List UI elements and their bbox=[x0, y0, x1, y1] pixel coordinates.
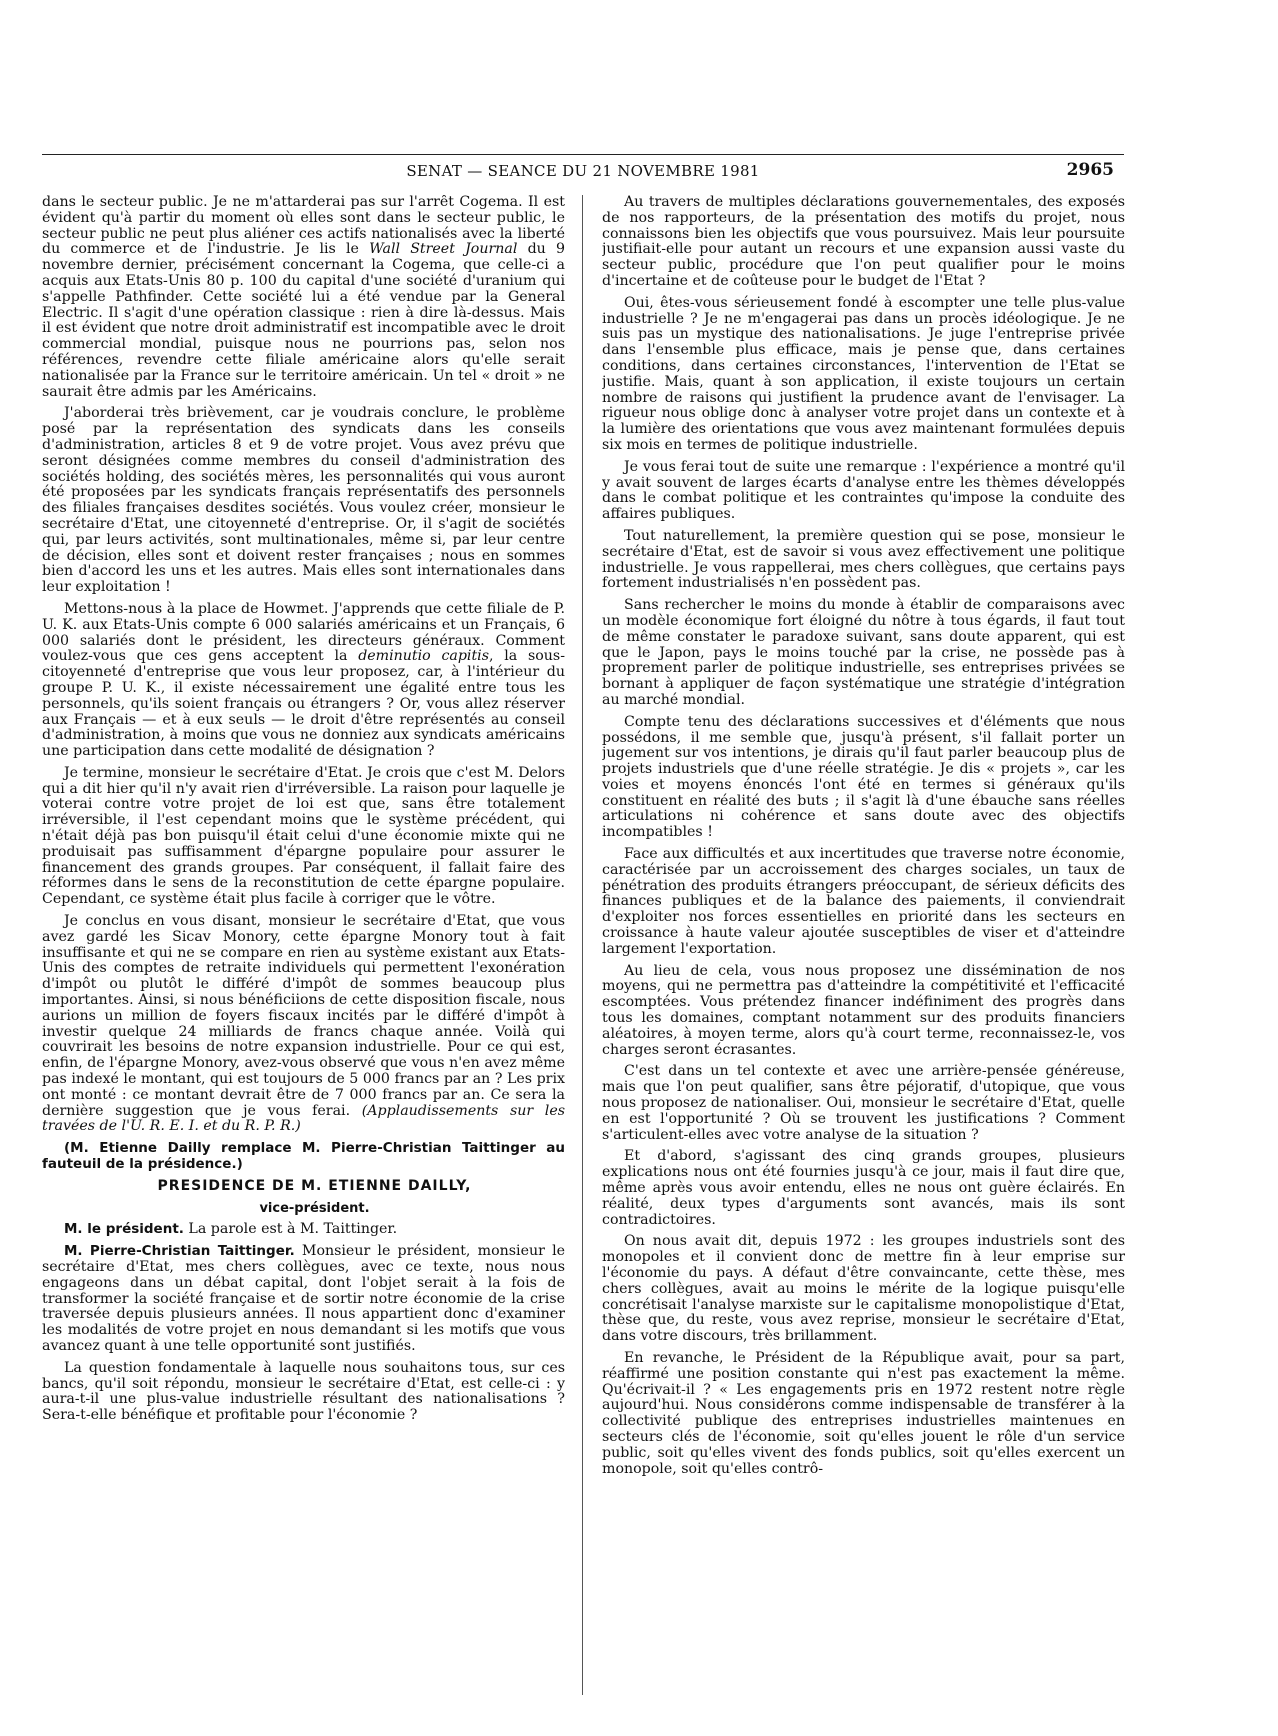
speaker-name: M. Pierre-Christian Taittinger. bbox=[64, 1243, 295, 1260]
paragraph: Au lieu de cela, vous nous proposez une dissémination de nos moyens, qui ne permettra pas d'atteindre la compétitivité et l'efficacité escomptées. Vous prétendez financer indéfiniment des progrès dans tous les domaines, comptant notamment sur des produits financiers aléatoires, à moyen terme, alors qu'à court terme, reconnaissez-le, vos charges seront écrasantes. bbox=[602, 962, 1125, 1058]
text-run: du 9 novembre dernier, précisément concernant la Cogema, que celle-ci a acquis aux Etats-Unis 80 p. 100 du capital d'une société d'uranium qui s'appelle Pathfinder. Cette société lui a été vendue par la General Electric. Il s'agit d'une opération classique : rien à dire là-dessus. Mais il est évident que notre droit administratif est incompatible avec le droit commercial mondial, puisque nous ne pourrions pas, selon nos références, revendre cette filiale américaine alors qu'elle serait nationalisée par la France sur le territoire américain. Un tel « droit » ne saurait être admis par les Américains. bbox=[42, 241, 565, 400]
left-column bbox=[42, 195, 565, 1715]
paragraph: La question fondamentale à laquelle nous souhaitons tous, sur ces bancs, qu'il soit répondu, monsieur le secrétaire d'Etat, est celle-ci : y aura-t-il une plus-value industrielle résultant des nationalisations ? Sera-t-elle bénéfique et profitable pour l'économie ? bbox=[42, 1359, 565, 1424]
paragraph: Sans rechercher le moins du monde à établir de comparaisons avec un modèle économique fort éloigné du nôtre à tous égards, il faut tout de même constater le paradoxe suivant, sans doute apparent, qui est que le Japon, pays le moins touché par la crise, ne possède pas à proprement parler de politique industrielle, ses entreprises privées se bornant à appliquer de façon systématique une stratégie d'intégration au marché mondial. bbox=[602, 597, 1125, 708]
paragraph: Au travers de multiples déclarations gouvernementales, des exposés de nos rapporteurs, de la présentation des motifs du projet, nous connaissons bien les objectifs que vous poursuivez. Mais leur poursuite justifiait-elle pour autant un recours et une expansion aussi vaste du secteur public, procédure que l'on peut qualifier pour le moins d'incertaine et de coûteuse pour le budget de l'Etat ? bbox=[602, 195, 1125, 289]
text-run: Monsieur le président, monsieur le secrétaire d'Etat, mes chers collègues, avec ce texte, nous nous engageons dans un débat capital, dont l'objet serait à la fois de transformer la société française et de sortir notre économie de la crise traversée depuis plusieurs années. Il nous appartient donc d'examiner les modalités de votre projet en nous demandant si les motifs que vous avancez quant à une telle opportunité sont justifiés. bbox=[42, 1243, 565, 1354]
paragraph: Compte tenu des déclarations successives et d'éléments que nous possédons, il me semble que, jusqu'à présent, s'il fallait porter un jugement sur vos intentions, je dirais qu'il faut parler beaucoup plus de projets industriels que d'une réelle stratégie. Je dis « projets », car les voies et moyens énoncés l'ont été en termes si généraux qu'ils constituent en réalité des buts ; il s'agit là d'une ébauche sans réelles articulations ni cohérence et sans doute avec des objectifs incompatibles ! bbox=[602, 713, 1125, 841]
page-header bbox=[42, 160, 1124, 186]
text-run: Je conclus en vous disant, monsieur le secrétaire d'Etat, que vous avez gardé les Sicav Monory, cette épargne Monory tout à fait insuffisante et qui ne se compare en rien au système existant aux Etats-Unis des comptes de retraite individuels qui permettent l'exonération d'impôt ou plutôt le différé d'impôt de sommes beaucoup plus importantes. Ainsi, si nous bénéficiions de cette disposition fiscale, nous aurions un million de foyers fiscaux incités par le différé d'impôt à investir quelque 24 milliards de francs chaque année. Voilà qui couvrirait les besoins de notre expansion industrielle. Pour ce qui est, enfin, de l'épargne Monory, avez-vous observé que vous n'en avez même pas indexé le montant, qui est toujours de 5 000 francs par an ? Les prix ont monté : ce montant devrait être de 7 000 francs par an. Ce sera la dernière suggestion que je vous ferai. bbox=[42, 913, 565, 1119]
paragraph bbox=[42, 914, 565, 1135]
paragraph: En revanche, le Président de la République avait, pour sa part, réaffirmé une position constante qui n'est pas exactement la même. Qu'écrivait-il ? « Les engagements pris en 1972 restent notre règle aujourd'hui. Nous considérons comme indispensable de transférer à la collectivité publique des entreprises industrielles maintenues en secteurs clés de l'économie, soit qu'elles jouent le rôle d'un service public, soit qu'elles vivent des fonds publics, soit qu'elles exercent un monopole, soit qu'elles contrô- bbox=[602, 1349, 1125, 1477]
paragraph: Oui, êtes-vous sérieusement fondé à escompter une telle plus-value industrielle ? Je ne m'engagerai pas dans un procès idéologique. Je ne suis pas un mystique des nationalisations. Je juge l'entreprise privée dans l'ensemble plus efficace, mais je pense que, dans certaines conditions, dans certaines circonstances, l'intervention de l'Etat se justifie. Mais, quant à son application, il existe toujours un certain nombre de raisons qui justifient la prudence avant de l'envisager. La rigueur nous oblige donc à analyser votre projet dans un contexte et à la lumière des orientations que vous avez maintenant formulées depuis six mois en termes de politique industrielle. bbox=[602, 294, 1125, 453]
text-run: dans le secteur public. Je ne m'attarderai pas sur l'arrêt Cogema. Il est évident qu'à partir du moment où elles sont dans le secteur public, le secteur public ne peut plus aliéner ces actifs nationalisés avec la liberté du commerce et de l'industrie. Je lis le bbox=[42, 195, 565, 258]
italic-run: deminutio capitis bbox=[358, 648, 489, 665]
speaker-name: M. le président. bbox=[64, 1221, 184, 1238]
right-column bbox=[602, 195, 1125, 1715]
paragraph bbox=[42, 1222, 565, 1238]
paragraph bbox=[42, 602, 565, 760]
italic-run: Wall Street Journal bbox=[369, 241, 518, 258]
stage-direction: (M. Etienne Dailly remplace M. Pierre-Christian Taittinger au fauteuil de la présidence.) bbox=[42, 1140, 565, 1173]
paragraph: C'est dans un tel contexte et avec une arrière-pensée généreuse, mais que l'on peut qualifier, sans être péjoratif, d'utopique, que vous nous proposez de nationaliser. Oui, monsieur le secrétaire d'Etat, quelle en est l'opportunité ? Où se trouvent les justifications ? Comment s'articulent-elles avec votre analyse de la situation ? bbox=[602, 1063, 1125, 1143]
paragraph: Tout naturellement, la première question qui se pose, monsieur le secrétaire d'Etat, est de savoir si vous avez effectivement une politique industrielle. Je vous rappellerai, mes chers collègues, que certains pays fortement industrialisés n'en possèdent pas. bbox=[602, 527, 1125, 592]
text-run: Mettons-nous à la place de Howmet. J'apprends que cette filiale de P. U. K. aux Etats-Unis compte 6 000 salariés américains et un Français, 6 000 salariés dont le président, les directeurs généraux. Comment voulez-vous que ces gens acceptent la bbox=[42, 600, 565, 665]
presidence-heading: PRESIDENCE DE M. ETIENNE DAILLY, bbox=[157, 1177, 472, 1194]
paragraph: On nous avait dit, depuis 1972 : les groupes industriels sont des monopoles et il convient donc de mettre fin à leur emprise sur l'économie du pays. A défaut d'être convaincante, cette thèse, mes chers collègues, avait au moins le mérite de la logique puisqu'elle concrétisait l'analyse marxiste sur le capitalisme monopolistique d'Etat, thèse que, du reste, vous avez reprise, monsieur le secrétaire d'Etat, dans votre discours, très brillamment. bbox=[602, 1233, 1125, 1345]
paragraph: J'aborderai très brièvement, car je voudrais conclure, le problème posé par la représentation des syndicats dans les conseils d'administration, articles 8 et 9 de votre projet. Vous avez prévu que seront désignées comme membres du conseil d'administration des sociétés holding, des sociétés mères, les personnalités qui vous auront été proposées par les syndicats français représentatifs des personnels des filiales françaises desdites sociétés. Vous voulez créer, monsieur le secrétaire d'Etat, une citoyenneté d'entreprise. Or, il s'agit de sociétés qui, par leurs activités, sont multinationales, même si, par leur centre de décision, elles sont et doivent rester françaises ; nous en sommes bien d'accord les uns et les autres. Mais elles sont internationales dans leur exploitation ! bbox=[42, 405, 565, 596]
vice-president-label: vice-président. bbox=[259, 1200, 370, 1216]
paragraph: Face aux difficultés et aux incertitudes que traverse notre économie, caractérisée par un accroissement des charges sociales, un taux de pénétration des produits étrangers préoccupant, de sérieux déficits des finances publiques et de la balance des paiements, il conviendrait d'exploiter nos forces essentielles en priorité dans les secteurs en croissance à haute valeur ajoutée susceptibles de viser et d'atteindre largement l'exportation. bbox=[602, 846, 1125, 957]
header-rule bbox=[42, 154, 1124, 155]
column-divider bbox=[582, 195, 583, 1695]
paragraph: Je vous ferai tout de suite une remarque : l'expérience a montré qu'il y avait souvent de larges écarts d'analyse entre les thèmes développés dans le combat politique et les contraintes qu'impose la conduite des affaires publiques. bbox=[602, 458, 1125, 523]
paragraph: Je termine, monsieur le secrétaire d'Etat. Je crois que c'est M. Delors qui a dit hier qu'il n'y avait rien d'irréversible. La raison pour laquelle je voterai contre votre projet de loi est que, sans être totalement irréversible, il l'est cependant moins que le système précédent, qui n'était déjà pas bon puisqu'il était celui d'une économie mixte qui ne produisait pas suffisamment d'épargne populaire pour assurer le financement des grands groupes. Par conséquent, il fallait faire des réformes dans le sens de la reconstitution de cette épargne populaire. Cependant, ce système était plus facile à corriger que le vôtre. bbox=[42, 764, 565, 908]
text-run: La parole est à M. Taittinger. bbox=[183, 1221, 398, 1238]
paragraph: Et d'abord, s'agissant des cinq grands groupes, plusieurs explications nous ont été fournies jusqu'à ce jour, mais il faut dire que, même après vous avoir entendu, elles ne nous ont guère éclairés. En réalité, deux types d'arguments sont avancés, mais ils sont contradictoires. bbox=[602, 1148, 1125, 1228]
page-number: 2965 bbox=[1066, 160, 1114, 180]
paragraph bbox=[42, 1244, 565, 1355]
applause-note: (Applaudissements sur les travées de l'U. R. E. I. et du R. P. R.) bbox=[42, 1102, 565, 1135]
text-run: , la sous-citoyenneté d'entreprise que vous leur proposez, car, à l'intérieur du groupe P. U. K., il existe nécessairement une égalité entre tous les personnels, qu'ils soient français ou étrangers ? Or, vous allez réserver aux Français — et à eux seuls — le droit d'être représentés au conseil d'administration, à moins que vous ne donniez aux syndicats américains une participation dans cette modalité de désignation ? bbox=[42, 648, 565, 760]
paragraph bbox=[42, 195, 565, 400]
header-title: SENAT — SEANCE DU 21 NOVEMBRE 1981 bbox=[406, 162, 760, 180]
